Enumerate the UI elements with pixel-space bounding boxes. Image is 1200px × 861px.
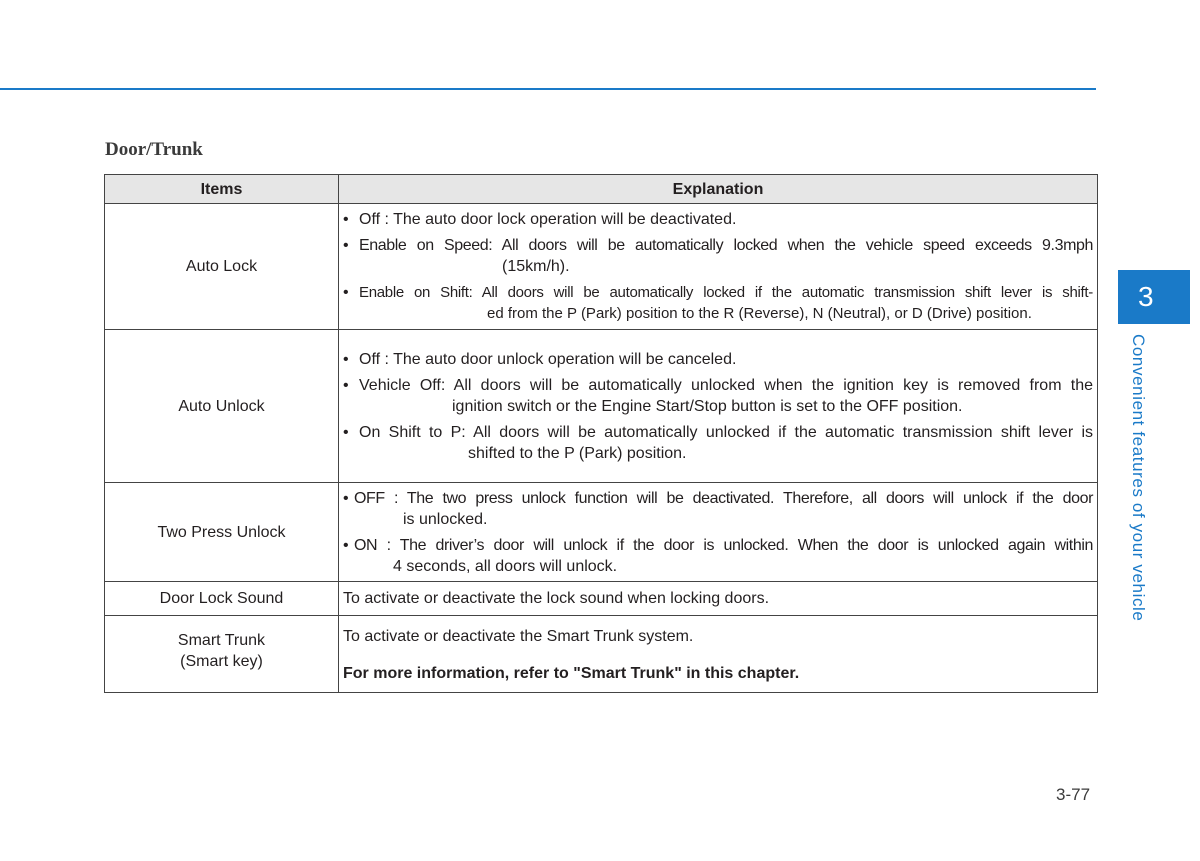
explanation-auto-lock (339, 204, 1098, 330)
bullet-item: • Vehicle Off: All doors will be automatically unlocked when the ignition key is removed from the ignition switch or the Engine Start/Stop button is set to the OFF position. (343, 376, 1093, 415)
table-row (105, 582, 1098, 616)
header-explanation: Explanation (339, 175, 1098, 204)
item-door-lock-sound: Door Lock Sound (105, 582, 339, 616)
top-rule (0, 88, 1096, 90)
bullet-dot-icon: • (343, 423, 349, 441)
bullet-dot-icon: • (343, 237, 349, 254)
bullet-dot-icon: • (343, 284, 349, 301)
table-row (105, 616, 1098, 693)
bullet-dot-icon: • (343, 211, 349, 228)
smart-trunk-note: For more information, refer to "Smart Trunk" in this chapter. (343, 665, 800, 682)
explanation-auto-unlock (339, 330, 1098, 483)
table-row (105, 204, 1098, 330)
bullet-item: • Off : The auto door unlock operation will be canceled. (343, 350, 737, 368)
item-two-press-unlock: Two Press Unlock (105, 483, 339, 582)
chapter-tab: 3 (1118, 270, 1190, 324)
bullet-item: • On Shift to P: All doors will be automatically unlocked if the automatic transmission shift lever is shifted to the P (Park) position. (343, 423, 1093, 462)
bullet-dot-icon: • (343, 376, 349, 394)
settings-table (104, 174, 1098, 693)
bullet-item: • ON : The driver’s door will unlock if the door is unlocked. When the door is unlocked again within 4 seconds, all doors will unlock. (343, 536, 1093, 575)
bullet-dot-icon: • (343, 489, 349, 507)
page-number: 3-77 (1056, 785, 1091, 804)
item-auto-lock: Auto Lock (105, 204, 339, 330)
table-row (105, 330, 1098, 483)
bullet-item: • Enable on Speed: All doors will be automatically locked when the vehicle speed exceeds 9.3mph (15km/h). (343, 237, 1093, 275)
bullet-item: • OFF : The two press unlock function will be deactivated. Therefore, all doors will unlock if the door is unlocked. (343, 489, 1093, 528)
chapter-title: Convenient features of your vehicle (1129, 334, 1148, 622)
item-auto-unlock: Auto Unlock (105, 330, 339, 483)
bullet-dot-icon: • (343, 350, 349, 368)
item-smart-trunk: Smart Trunk (Smart key) (105, 616, 339, 693)
bullet-item: • Off : The auto door lock operation will be deactivated. (343, 211, 737, 228)
section-title: Door/Trunk (105, 139, 203, 160)
bullet-item: • Enable on Shift: All doors will be automatically locked if the automatic transmission shift lever is shift- ed from the P (Park) position to the R (Reverse), N (Neutral), or D (Drive) position. (343, 284, 1093, 322)
explanation-two-press-unlock (339, 483, 1098, 582)
explanation-smart-trunk: To activate or deactivate the Smart Trunk system. For more information, refer to "Smart Trunk" in this chapter. (339, 616, 1098, 693)
explanation-door-lock-sound: To activate or deactivate the lock sound when locking doors. (339, 582, 1098, 616)
bullet-dot-icon: • (343, 536, 349, 554)
table-row (105, 483, 1098, 582)
table-header-row (105, 175, 1098, 204)
header-items: Items (105, 175, 339, 204)
